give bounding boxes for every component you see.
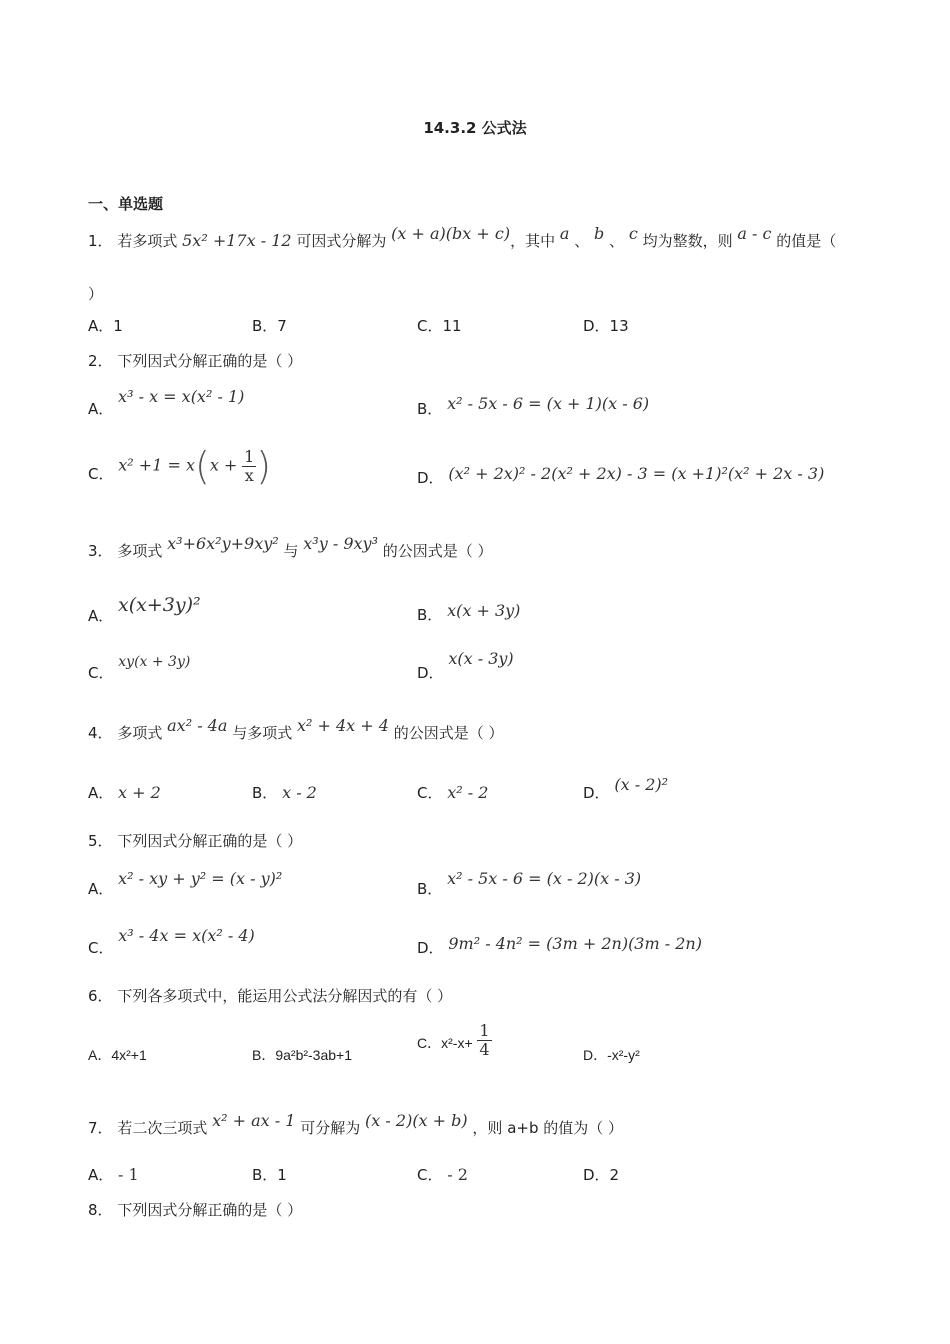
option-label: D． xyxy=(583,784,610,802)
fraction xyxy=(477,1022,491,1059)
option-c[interactable] xyxy=(88,444,271,488)
numerator: 1 xyxy=(244,446,255,466)
fraction xyxy=(242,448,256,485)
option-a[interactable]: A．1 xyxy=(88,317,123,335)
section-heading: 一、单选题 xyxy=(88,195,164,213)
question-4 xyxy=(88,716,504,743)
option-b[interactable] xyxy=(417,868,642,898)
variable: b xyxy=(593,224,605,243)
option-label: B． xyxy=(417,606,443,624)
page-title: 14.3.2 公式法 xyxy=(423,119,527,137)
option-label: C． xyxy=(88,664,114,682)
expression: x + xyxy=(209,455,238,475)
option-label: C． xyxy=(88,464,114,483)
question-text: 多项式 xyxy=(117,542,163,560)
option-a[interactable] xyxy=(88,782,161,803)
question-1 xyxy=(88,224,837,251)
expression: - 1 xyxy=(118,1165,139,1184)
expression: (x - 2)(x + b) xyxy=(365,1111,468,1130)
option-label: A． xyxy=(88,880,114,898)
question-text: 可因式分解为 xyxy=(296,232,387,250)
question-number: 8． xyxy=(88,1201,113,1219)
expression: x² + 4x + 4 xyxy=(296,716,389,735)
expression: x² - 2 xyxy=(447,783,489,802)
question-8 xyxy=(88,1199,302,1220)
expression: x(x - 3y) xyxy=(448,649,514,668)
question-text: 若二次三项式 xyxy=(117,1119,208,1137)
option-a[interactable] xyxy=(88,386,245,418)
variable: a xyxy=(559,224,570,243)
question-text: 均为整数，则 xyxy=(642,232,733,250)
option-b[interactable] xyxy=(417,600,521,624)
option-b[interactable]: B．1 xyxy=(252,1166,287,1184)
question-text: 若多项式 xyxy=(117,232,178,250)
expression: x² - 5x - 6 = (x + 1)(x - 6) xyxy=(447,394,650,413)
option-label: B． xyxy=(417,880,443,898)
option-c[interactable] xyxy=(417,1164,468,1185)
question-text: 的公因式是（ ） xyxy=(382,542,493,560)
question-text: 下列各多项式中，能运用公式法分解因式的有（ ） xyxy=(117,987,453,1005)
option-d[interactable]: D．2 xyxy=(583,1166,620,1184)
question-text: 下列因式分解正确的是（ ） xyxy=(117,1201,303,1219)
option-b[interactable] xyxy=(252,782,317,803)
expression: x² + ax - 1 xyxy=(212,1111,296,1130)
option-label: B． xyxy=(252,784,278,802)
option-label: D． xyxy=(417,469,444,487)
option-d[interactable] xyxy=(583,774,669,802)
option-label: D． xyxy=(417,939,444,957)
expression: x + 2 xyxy=(118,783,161,802)
expression: x²-x+ xyxy=(441,1035,473,1051)
denominator: x xyxy=(244,465,254,485)
expression: x - 2 xyxy=(282,783,317,802)
question-text: 下列因式分解正确的是（ ） xyxy=(117,352,303,370)
expression: - 2 xyxy=(447,1165,468,1184)
question-number: 5． xyxy=(88,832,113,850)
denominator: 4 xyxy=(479,1040,490,1059)
expression: x(x + 3y) xyxy=(447,601,521,620)
expression: xy(x + 3y) xyxy=(118,654,191,670)
option-c[interactable] xyxy=(417,782,488,803)
option-d[interactable] xyxy=(417,463,825,487)
option-a[interactable] xyxy=(88,1164,139,1185)
option-d[interactable] xyxy=(417,933,702,957)
right-bracket: ) xyxy=(256,444,272,488)
expression: x³+6x²y+9xy² xyxy=(167,534,279,553)
option-label: C． xyxy=(417,1166,443,1184)
option-d[interactable]: D．13 xyxy=(583,317,629,335)
option-label: A． xyxy=(88,784,114,802)
question-number: 3． xyxy=(88,542,113,560)
expression: 9m² - 4n² = (3m + 2n)(3m - 2n) xyxy=(448,934,702,953)
question-text: 的值是（ xyxy=(776,232,837,250)
expression: x³ - 4x = x(x² - 4) xyxy=(118,926,255,945)
option-label: D． xyxy=(417,664,444,682)
variable: c xyxy=(628,224,638,243)
question-6 xyxy=(88,985,452,1006)
expression: x(x+3y)² xyxy=(118,594,201,616)
option-d[interactable]: D．-x²-y² xyxy=(583,1047,640,1063)
question-text: 与多项式 xyxy=(232,724,293,742)
option-label: C． xyxy=(417,784,443,802)
expression: x² - 5x - 6 = (x - 2)(x - 3) xyxy=(447,869,642,888)
option-b[interactable]: B．9a²b²-3ab+1 xyxy=(252,1047,353,1063)
option-b[interactable]: B．7 xyxy=(252,317,287,335)
expression: a - c xyxy=(737,224,772,243)
separator: 、 xyxy=(609,232,625,250)
option-c[interactable] xyxy=(417,1022,492,1059)
numerator: 1 xyxy=(479,1021,490,1040)
option-label: A． xyxy=(88,1166,114,1184)
option-label: A． xyxy=(88,400,114,418)
expression: ax² - 4a xyxy=(167,716,228,735)
question-number: 1． xyxy=(88,232,113,250)
expression: (x - 2)² xyxy=(614,775,669,794)
question-text: 的公因式是（ ） xyxy=(393,724,504,742)
expression: 5x² +17x - 12 xyxy=(182,231,292,250)
question-number: 4． xyxy=(88,724,113,742)
expression: x² +1 = x xyxy=(118,455,195,475)
question-7 xyxy=(88,1111,624,1138)
question-text: ，则 a+b 的值为（ ） xyxy=(472,1119,624,1137)
option-label: C． xyxy=(88,939,114,957)
option-c[interactable] xyxy=(88,650,191,682)
expression: (x + a)(bx + c) xyxy=(391,224,511,243)
question-5 xyxy=(88,830,302,851)
option-b[interactable] xyxy=(417,393,650,418)
expression: x² - xy + y² = (x - y)² xyxy=(118,869,283,888)
separator: 、 xyxy=(574,232,590,250)
option-a[interactable] xyxy=(88,868,283,898)
question-text: 下列因式分解正确的是（ ） xyxy=(117,832,303,850)
option-label: A． xyxy=(88,607,114,625)
option-a[interactable]: A．4x²+1 xyxy=(88,1047,147,1063)
left-bracket: ( xyxy=(194,444,210,488)
option-c[interactable] xyxy=(88,925,255,957)
question-text: ，其中 xyxy=(510,232,556,250)
question-text: 与 xyxy=(283,542,299,560)
question-continuation: ） xyxy=(88,285,104,303)
question-text: 可分解为 xyxy=(300,1119,361,1137)
option-label: B． xyxy=(417,400,443,418)
question-text: 多项式 xyxy=(117,724,163,742)
expression: x³ - x = x(x² - 1) xyxy=(118,387,245,406)
option-label: C． xyxy=(417,1035,442,1051)
option-c[interactable]: C．11 xyxy=(417,317,462,335)
option-a[interactable] xyxy=(88,594,201,625)
option-d[interactable] xyxy=(417,648,514,682)
expression: (x² + 2x)² - 2(x² + 2x) - 3 = (x +1)²(x² + 2x - 3) xyxy=(448,464,825,483)
expression: x³y - 9xy³ xyxy=(303,534,378,553)
question-number: 6． xyxy=(88,987,113,1005)
question-number: 2． xyxy=(88,352,113,370)
question-2 xyxy=(88,350,302,371)
question-number: 7． xyxy=(88,1119,113,1137)
question-3 xyxy=(88,534,493,561)
